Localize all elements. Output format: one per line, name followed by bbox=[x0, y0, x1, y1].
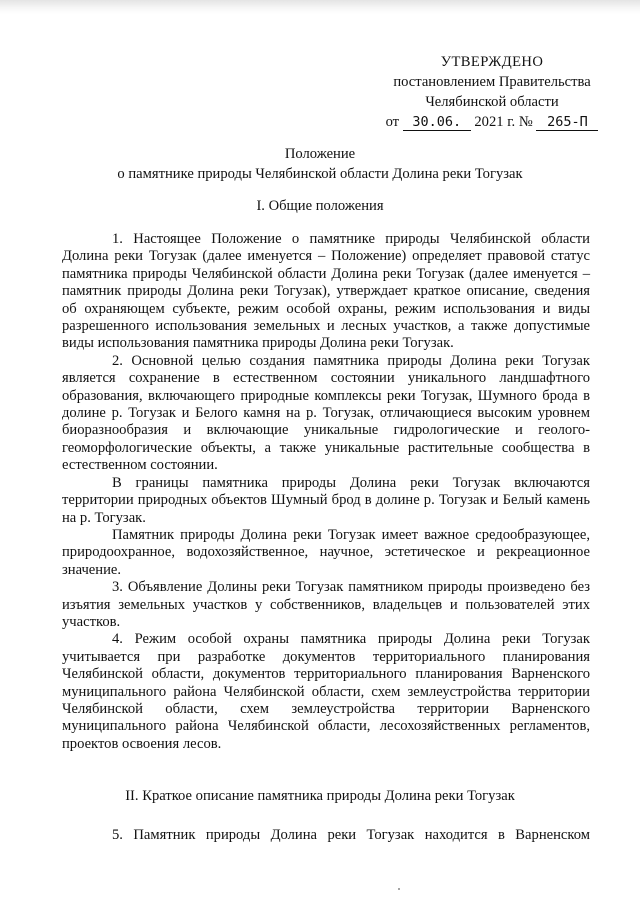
approval-from: от bbox=[385, 114, 400, 130]
paragraph-2a: В границы памятника природы Долина реки Тогузак включаются территории природных объектов Шумный брод в долине р. Тогузак и Белый камень на р. Тогузак. bbox=[62, 474, 590, 526]
paragraph-1: 1. Настоящее Положение о памятнике природы Челябинской области Долина реки Тогузак (далее именуется – Положение) определяет правовой статус памятника природы Челябинской области Долина реки Тогузак (далее именуется – памятник природы Долина реки Тогузак), утверждает краткое описание, сведения об охраняющем субъекте, режим особой охраны, режим использования и виды разрешенного использования земельных и лесных участков, а также допустимые виды использования памятника природы Долина реки Тогузак. bbox=[62, 231, 590, 352]
title-line-2: о памятнике природы Челябинской области Долина реки Тогузак bbox=[117, 166, 523, 182]
title-line-1: Положение bbox=[284, 146, 356, 162]
scan-top-shadow bbox=[0, 0, 640, 14]
document-body bbox=[62, 231, 590, 753]
approval-date: 30.06. bbox=[403, 114, 471, 131]
section-heading-2: II. Краткое описание памятника природы Долина реки Тогузак bbox=[125, 788, 515, 804]
paragraph-4: 4. Режим особой охраны памятника природы Долина реки Тогузак учитывается при разработке документов территориального планирования Челябинской области, документов территориального планирования Варненского муниципального района Челябинской области, схем землеустройства территории Челябинской области, схем землеустройства территории Варненского муниципального района Челябинской области, лесохозяйственных регламентов, проектов освоения лесов. bbox=[62, 631, 590, 752]
document-title bbox=[62, 144, 578, 184]
paragraph-2: 2. Основной целью создания памятника природы Долина реки Тогузак является сохранение в естественном состоянии уникального ландшафтного образования, включающего природные комплексы реки Тогузак, Шумного брода в долине р. Тогузак и Белого камня на р. Тогузак, отличающиеся высоким уровнем биоразнообразия и включающие уникальные гидрологические и геолого-геоморфологические объекты, а также уникальные растительные сообщества в естественном состоянии. bbox=[62, 352, 590, 474]
approval-date-line bbox=[374, 112, 610, 132]
approval-line-1: постановлением Правительства bbox=[393, 74, 591, 90]
paragraph-3: 3. Объявление Долины реки Тогузак памятником природы произведено без изъятия земельных участков у собственников, владельцев и пользователей этих участков. bbox=[62, 579, 590, 630]
approval-number: 265-П bbox=[536, 114, 598, 131]
paragraph-2b: Памятник природы Долина реки Тогузак имеет важное средообразующее, природоохранное, водохозяйственное, научное, эстетическое и рекреационное значение. bbox=[62, 526, 590, 578]
section-heading-1: I. Общие положения bbox=[256, 198, 384, 214]
approval-heading: УТВЕРЖДЕНО bbox=[440, 54, 544, 70]
approval-line-2: Челябинской области bbox=[425, 94, 559, 110]
approval-stamp-block bbox=[374, 52, 610, 132]
scan-speck bbox=[398, 888, 400, 890]
approval-year: 2021 г. № bbox=[474, 114, 533, 130]
paragraph-5: 5. Памятник природы Долина реки Тогузак находится в Варненском bbox=[112, 827, 590, 843]
